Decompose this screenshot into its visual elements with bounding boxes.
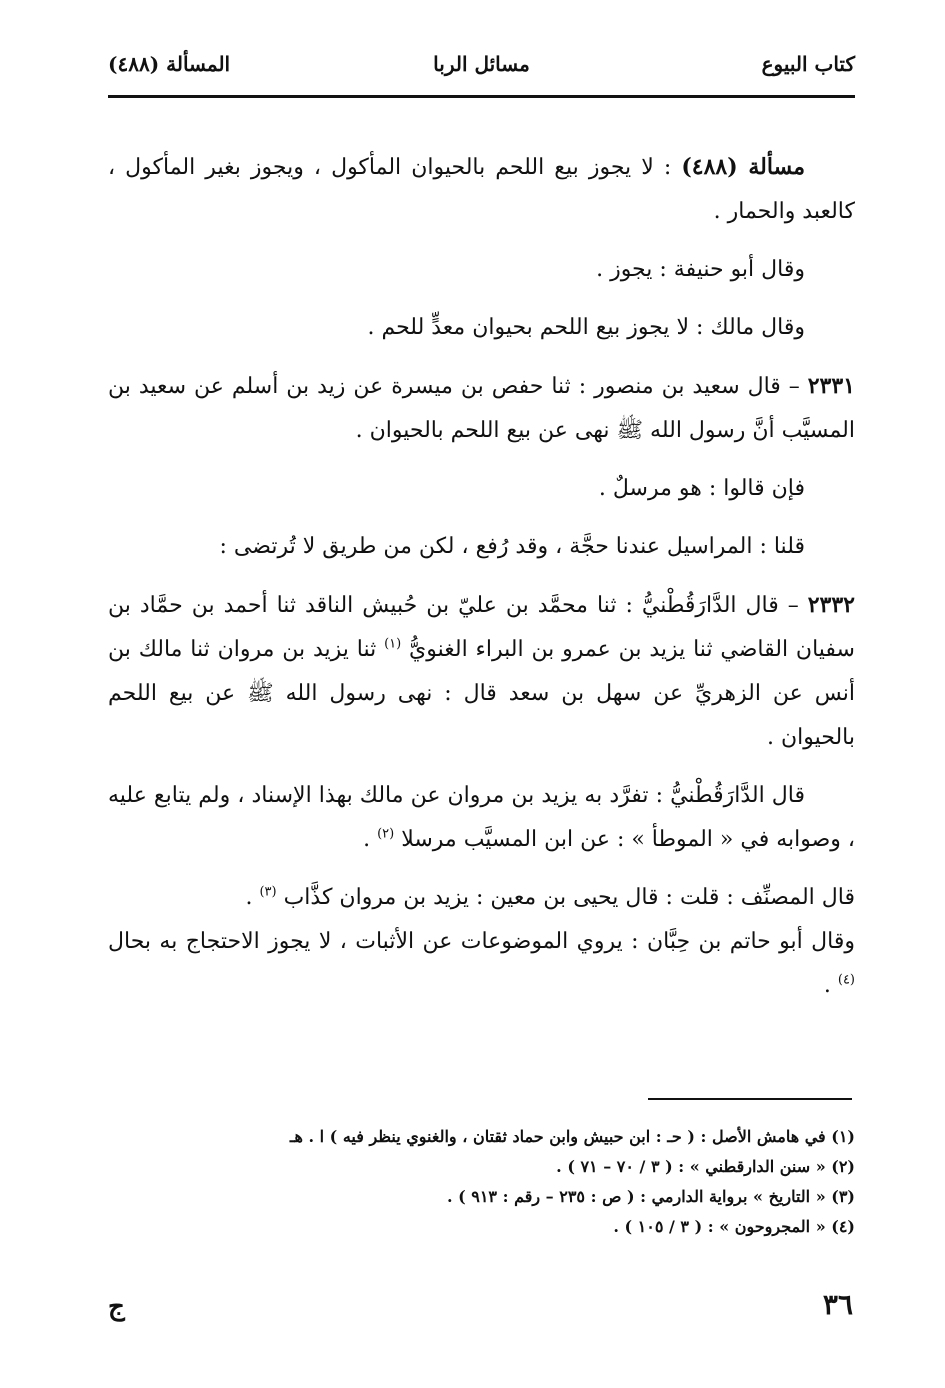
footnote-1: (١) في هامش الأصل : ( حـ : ابن حبيش وابن حماد ثقتان ، والغنوي ينظر فيه ) ا . هـ [289, 1127, 855, 1146]
hadith-text: – قال سعيد بن منصور : ثنا حفص بن ميسرة عن زيد بن أسلم عن سعيد بن المسيَّب أنَّ رسول الله ﷺ نهى عن بيع اللحم بالحيوان . [108, 374, 855, 443]
footnote-2: (٢) « سنن الدارقطني » : ( ٣ / ٧٠ – ٧١ ) . [556, 1157, 855, 1176]
paragraph-abu-hanifa: وقال أبو حنيفة : يجوز . [596, 257, 805, 282]
footnote-rule [648, 1098, 852, 1100]
header-chapter-title: مسائل الربا [433, 52, 530, 76]
hadith-number: ٢٣٣١ [807, 373, 855, 399]
signature-mark: ج [108, 1292, 125, 1322]
paragraph-author [108, 876, 855, 920]
main-text [108, 145, 855, 1022]
issue-heading: مسألة (٤٨٨) [681, 154, 805, 180]
footnote-ref: (٢) [377, 826, 395, 842]
footnote-3: (٣) « التاريخ » برواية الدارمي : ( ص : ٢٣٥ – رقم : ٩١٣ ) . [446, 1187, 855, 1206]
footnote-ref: (١) [384, 636, 402, 652]
header-book-title: كتاب البيوع [761, 52, 855, 76]
paragraph-reply: قلنا : المراسيل عندنا حجَّة ، وقد رُفع ، لكن من طريق لا تُرتضى : [219, 534, 805, 559]
footnote-ref: (٣) [259, 884, 277, 900]
paragraph-issue [108, 145, 855, 234]
footnote-4: (٤) « المجروحون » : ( ٣ / ١٠٥ ) . [613, 1217, 855, 1236]
hadith-text: – قال الدَّارَقُطْنيُّ : ثنا محمَّد بن عليّ بن حُبيش الناقد ثنا أحمد بن حمَّاد بن سفيان القاضي ثنا يزيد بن عمرو بن البراء الغنويُّ [108, 593, 855, 662]
header-rule [108, 95, 855, 98]
header-issue-number: المسألة (٤٨٨) [108, 52, 231, 76]
page-number: ٣٦ [822, 1288, 853, 1321]
paragraph-end: . [823, 973, 838, 998]
paragraph-hadith-2332 [108, 583, 855, 760]
running-header [108, 52, 855, 88]
paragraph-malik: وقال مالك : لا يجوز بيع اللحم بحيوان معدٍّ للحم . [367, 315, 805, 340]
daraqutni-text: قال الدَّارَقُطْنيُّ : تفرَّد به يزيد بن مروان عن مالك بهذا الإسناد ، ولم يتابع عليه ، وصوابه في « الموطأ » : عن ابن المسيَّب مرسلا [108, 783, 855, 852]
ibn-hibban-text: وقال أبو حاتم بن حِبَّان : يروي الموضوعات عن الأثبات ، لا يجوز الاحتجاج به بحال [108, 929, 855, 954]
hadith-number: ٢٣٣٢ [807, 592, 855, 618]
hadith-text-cont: ثنا يزيد بن مروان ثنا مالك بن أنس عن الزهريِّ عن سهل بن سعد قال : نهى رسول الله ﷺ عن بيع اللحم بالحيوان . [108, 637, 855, 750]
paragraph-hadith-2331 [108, 364, 855, 453]
paragraph-end: . [363, 827, 378, 852]
footnote-ref: (٤) [837, 972, 855, 988]
author-text: قال المصنِّف : قلت : قال يحيى بن معين : يزيد بن مروان كذَّاب [276, 885, 855, 910]
paragraph-daraqutni [108, 774, 855, 862]
paragraph-ibn-hibban [108, 920, 855, 1008]
paragraph-objection: فإن قالوا : هو مرسلٌ . [598, 476, 805, 501]
paragraph-end: . [245, 885, 260, 910]
footnotes [108, 1122, 855, 1242]
issue-text: : لا يجوز بيع اللحم بالحيوان المأكول ، ويجوز بغير المأكول ، كالعبد والحمار . [108, 155, 855, 224]
